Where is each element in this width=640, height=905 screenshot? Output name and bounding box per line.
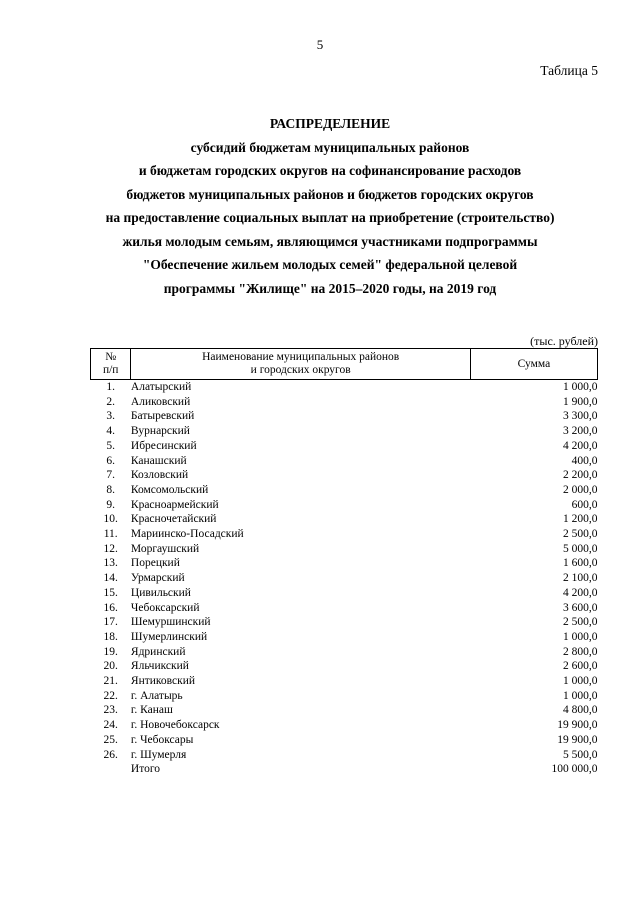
- units-label: (тыс. рублей): [530, 334, 598, 348]
- row-name: Вурнарский: [130, 425, 190, 438]
- row-name: Шемуршинский: [130, 616, 211, 629]
- row-name: г. Новочебоксарск: [130, 719, 220, 732]
- table-row: [91, 733, 598, 748]
- row-name: Ядринский: [130, 645, 186, 658]
- row-name: г. Чебоксары: [130, 733, 194, 746]
- header-sum: Сумма: [470, 349, 597, 380]
- row-sum: 4 200,0: [563, 439, 598, 452]
- table-row: [91, 483, 598, 498]
- row-sum: 400,0: [571, 454, 598, 467]
- row-sum: 600,0: [571, 498, 598, 511]
- row-number: 13.: [103, 557, 118, 570]
- title-line: и бюджетам городских округов на софинансирование расходов: [138, 163, 522, 178]
- document-title: [60, 112, 600, 300]
- table-label: Таблица 5: [540, 63, 598, 78]
- table-row: [91, 512, 598, 527]
- table-header-row: [91, 349, 598, 380]
- row-number: 7.: [106, 469, 116, 482]
- page-number: 5: [316, 37, 324, 52]
- table-row: [91, 748, 598, 763]
- title-line: бюджетов муниципальных районов и бюджетов городских округов: [126, 186, 534, 202]
- row-sum: 1 000,0: [563, 689, 598, 702]
- table-row: [91, 601, 598, 616]
- table-row: [91, 454, 598, 469]
- row-sum: 2 600,0: [563, 660, 598, 673]
- row-sum: 2 500,0: [563, 528, 598, 541]
- header-number-line: №: [105, 351, 117, 363]
- row-sum: 2 100,0: [563, 572, 598, 585]
- header-number-line: п/п: [102, 364, 119, 376]
- row-name: г. Алатырь: [130, 689, 183, 702]
- row-sum: 1 600,0: [563, 557, 598, 570]
- row-number: 22.: [103, 689, 118, 702]
- row-number: 2.: [106, 395, 116, 408]
- title-line: РАСПРЕДЕЛЕНИЕ: [269, 116, 391, 131]
- row-name: Аликовский: [130, 395, 191, 408]
- row-sum: 2 000,0: [563, 483, 598, 496]
- row-sum: 5 000,0: [563, 542, 598, 555]
- row-number: 1.: [106, 381, 116, 393]
- row-name: Яльчикский: [130, 660, 189, 673]
- header-name-line: Наименование муниципальных районов: [202, 351, 400, 363]
- total-row: [91, 762, 598, 777]
- row-sum: 1 000,0: [563, 675, 598, 688]
- row-sum: 2 500,0: [563, 616, 598, 629]
- row-sum: 3 300,0: [563, 410, 598, 423]
- row-name: Порецкий: [130, 557, 180, 570]
- table-row: [91, 556, 598, 571]
- table-row: [91, 439, 598, 454]
- row-name: Ибресинский: [130, 439, 197, 452]
- row-sum: 4 200,0: [563, 586, 598, 599]
- row-sum: 3 600,0: [563, 601, 598, 614]
- total-sum: 100 000,0: [551, 763, 598, 776]
- row-sum: 1 900,0: [563, 395, 598, 408]
- header-name-line: и городских округов: [250, 364, 351, 376]
- row-name: Чебоксарский: [130, 601, 200, 614]
- row-sum: 2 800,0: [563, 645, 598, 658]
- row-name: Комсомольский: [130, 483, 209, 496]
- row-number: 12.: [103, 542, 118, 555]
- row-name: Канашский: [130, 454, 187, 467]
- distribution-table: [90, 348, 598, 777]
- row-number: 9.: [106, 498, 116, 511]
- table-row: [91, 424, 598, 439]
- table-body: [91, 380, 598, 777]
- row-number: 25.: [103, 733, 118, 746]
- row-name: Батыревский: [130, 410, 195, 423]
- row-name: Цивильский: [130, 586, 191, 599]
- row-name: Красноармейский: [130, 498, 219, 511]
- title-line: "Обеспечение жильем молодых семей" федеральной целевой: [142, 257, 518, 272]
- row-number: 26.: [103, 748, 118, 761]
- row-sum: 19 900,0: [557, 719, 598, 732]
- row-sum: 1 200,0: [563, 513, 598, 526]
- table-row: [91, 630, 598, 645]
- row-name: Алатырский: [130, 381, 192, 393]
- row-number: 15.: [103, 586, 118, 599]
- row-number: 20.: [103, 660, 118, 673]
- table-row: [91, 395, 598, 410]
- row-name: Урмарский: [130, 572, 185, 585]
- row-number: 18.: [103, 630, 118, 643]
- table-row: [91, 380, 598, 395]
- row-name: Мариинско-Посадский: [130, 528, 244, 541]
- row-sum: 1 000,0: [563, 630, 598, 643]
- table-row: [91, 645, 598, 660]
- row-name: г. Канаш: [130, 704, 173, 717]
- title-line: субсидий бюджетам муниципальных районов: [190, 139, 470, 155]
- row-sum: 19 900,0: [557, 733, 598, 746]
- row-number: 16.: [103, 601, 118, 614]
- table-row: [91, 468, 598, 483]
- row-number: 10.: [103, 513, 118, 526]
- row-number: 23.: [103, 704, 118, 717]
- row-sum: 3 200,0: [563, 425, 598, 438]
- table-row: [91, 703, 598, 718]
- table-row: [91, 659, 598, 674]
- row-name: Красночетайский: [130, 513, 217, 526]
- row-number: 21.: [103, 675, 118, 688]
- row-sum: 2 200,0: [563, 469, 598, 482]
- row-number: 14.: [103, 572, 118, 585]
- row-number: 11.: [103, 528, 118, 541]
- table-row: [91, 409, 598, 424]
- table-row: [91, 689, 598, 704]
- table-row: [91, 615, 598, 630]
- table-row: [91, 527, 598, 542]
- row-number: 6.: [106, 454, 116, 467]
- header-name: [131, 349, 471, 380]
- row-number: 24.: [103, 719, 118, 732]
- row-name: Янтиковский: [130, 675, 196, 688]
- row-number: 19.: [103, 645, 118, 658]
- total-label: Итого: [130, 763, 161, 776]
- row-name: Шумерлинский: [130, 630, 208, 643]
- table-row: [91, 586, 598, 601]
- row-sum: 1 000,0: [563, 381, 598, 393]
- row-name: г. Шумерля: [130, 748, 187, 761]
- total-number-cell: [91, 762, 131, 777]
- header-number: [91, 349, 131, 380]
- row-sum: 4 800,0: [563, 704, 598, 717]
- title-line: на предоставление социальных выплат на приобретение (строительство): [105, 210, 555, 225]
- row-number: 4.: [106, 425, 116, 438]
- table-row: [91, 571, 598, 586]
- table-row: [91, 674, 598, 689]
- row-number: 5.: [106, 439, 116, 452]
- table-row: [91, 718, 598, 733]
- title-line: программы "Жилище" на 2015–2020 годы, на 2019 год: [163, 280, 497, 296]
- table-row: [91, 498, 598, 513]
- row-sum: 5 500,0: [563, 748, 598, 761]
- row-number: 8.: [106, 483, 116, 496]
- row-name: Моргаушский: [130, 542, 200, 555]
- row-name: Козловский: [130, 469, 189, 482]
- row-number: 3.: [106, 410, 116, 423]
- row-number: 17.: [103, 616, 118, 629]
- title-line: жилья молодым семьям, являющимся участниками подпрограммы: [122, 233, 538, 249]
- table-row: [91, 542, 598, 557]
